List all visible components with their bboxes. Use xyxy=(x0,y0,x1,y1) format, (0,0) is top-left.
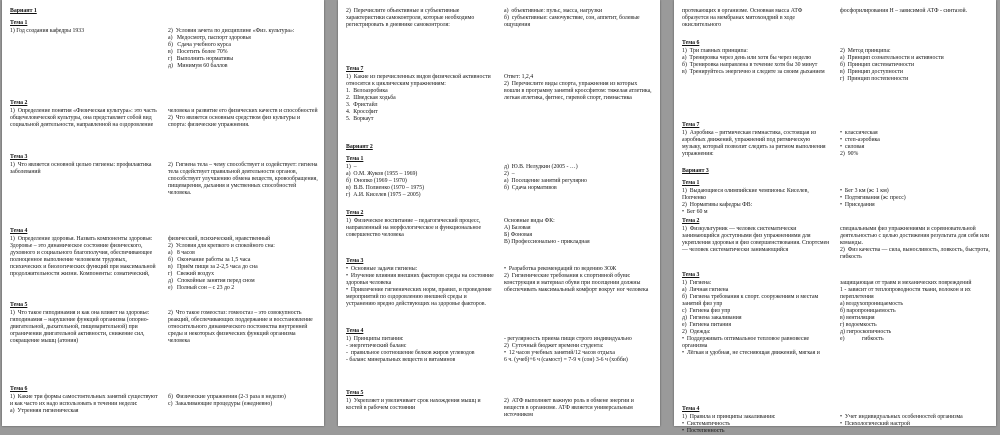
paragraph: - правильное соотношение белков жиров углеводов xyxy=(346,350,475,356)
paragraph: а) объективные: пульс, масса, нагрузки xyxy=(504,8,603,14)
document-page-1 xyxy=(2,0,324,426)
paragraph: в) В.В. Полиенко (1970 – 1975) xyxy=(346,185,425,191)
paragraph: 2) Нормативы кафедры ФВ: xyxy=(682,202,753,208)
paragraph: 1) Три главных принципа: xyxy=(682,48,748,54)
left-column xyxy=(10,310,158,345)
paragraph: в) Приём пищи за 2-2,5 часа до сна xyxy=(168,264,258,270)
document-page-3 xyxy=(674,0,996,434)
paragraph: б) Физические упражнения (2-3 раза в неделю) xyxy=(168,394,286,400)
paragraph: Б) Фоновая xyxy=(504,232,533,238)
paragraph: В) Профессионально - прикладная xyxy=(504,239,590,245)
paragraph: 1) Год создания кафедры 1933 xyxy=(10,28,85,34)
paragraph: • Основные задачи гигиены: xyxy=(346,266,418,272)
section-heading: Тема 1 xyxy=(10,20,28,26)
left-column xyxy=(682,414,830,435)
section-heading: Тема 2 xyxy=(346,210,364,216)
right-column xyxy=(168,310,318,345)
section-heading: Вариант 3 xyxy=(682,168,709,174)
paragraph: 2) Одежда: xyxy=(682,329,711,335)
paragraph: в) Посетить более 70% xyxy=(168,49,228,55)
left-column xyxy=(346,218,494,239)
paragraph: • 12 часов учебных занятий/12 часов отдыха xyxy=(504,350,615,356)
paragraph: 1) Физическое воспитание – педагогический процесс, направленный на морфологическое и функциональное совершенство человека xyxy=(346,218,483,238)
section-heading: Вариант 2 xyxy=(346,144,373,150)
paragraph: • Систематичность xyxy=(682,421,731,427)
paragraph: специальными физ упражнениями и соревновательной деятельностью с целью достижения результата для себя или команды. xyxy=(840,226,991,246)
paragraph: физический, психический, нравственный xyxy=(168,236,271,242)
paragraph: д) Гигиена закаливания xyxy=(682,315,742,321)
paragraph: • Приседания xyxy=(840,202,875,208)
paragraph: 2. Шведская ходьба xyxy=(346,95,396,101)
section-heading: Тема 5 xyxy=(346,390,364,396)
paragraph: б) Сдача учебного курса xyxy=(168,42,231,48)
section-heading: Тема 3 xyxy=(10,154,28,160)
right-column xyxy=(504,266,654,294)
paragraph: а) Утренняя гигиеническая xyxy=(10,408,79,414)
right-column xyxy=(840,280,990,343)
paragraph: а) О.М. Жуков (1955 – 1969) xyxy=(346,171,418,177)
page-content xyxy=(10,6,318,426)
paragraph: 1) Выдающиеся олимпийские чемпионы: Киселев, Попченко xyxy=(682,188,811,201)
paragraph: а) 8 часов xyxy=(168,250,195,256)
section-heading: Тема 7 xyxy=(346,66,364,72)
paragraph: • Постепенность xyxy=(682,428,725,434)
section-heading: Вариант 1 xyxy=(10,8,37,14)
right-column xyxy=(504,74,654,102)
page-content xyxy=(682,6,992,434)
paragraph: 1) Правила и принципы закаливания: xyxy=(682,414,776,420)
paragraph: 1) Что такое гиподинамия и как она влияет на здоровье: гиподинамия – нарушение функций организма (опорно-двигательной, дыхательной, пищеварительной) при ограничении двигательной активности, снижение сил, сокращение мышц (атония) xyxy=(10,310,151,344)
right-column xyxy=(504,8,654,29)
paragraph: 1) Физкультурник — человек систематически занимающийся доступными физ упражнениями для укрепления здоровья и физ совершенствования. Спортсмен — человек систематически занимающийся xyxy=(682,226,831,253)
paragraph: б) Гигиена требования к спорт. сооружениям и местам занятий физ упр xyxy=(682,294,820,307)
section-heading: Тема 4 xyxy=(346,328,364,334)
paragraph: • Психологический настрой xyxy=(840,421,910,427)
paragraph: • Привлечение гигиенических норм, правил, и проведение мероприятий по оздоровлению внешней среды и устранению вредно действующих на здоровье факторов. xyxy=(346,287,494,307)
section-heading: Тема 2 xyxy=(682,218,700,224)
paragraph: с) Гигиена физ упр xyxy=(682,308,731,314)
paragraph: • Бег 60 м xyxy=(682,209,708,215)
paragraph: 1) Какие три формы самостоятельных занятий существуют и как часто их надо использовать в течении недели: xyxy=(10,394,160,407)
paragraph: д) гигроскопичность xyxy=(840,329,892,335)
section-heading: Тема 7 xyxy=(682,122,700,128)
paragraph: д) Спокойные занятия перед сном xyxy=(168,278,255,284)
paragraph: е) Гигиена питания xyxy=(682,322,732,328)
paragraph: 1) Укрепляет и увеличивает срок нахождения мышц и костей в рабочем состоянии xyxy=(346,398,483,411)
paragraph: б) Онопко (1969 – 1970) xyxy=(346,178,407,184)
paragraph: с) Закаливающие процедуры (ежедневно) xyxy=(168,401,273,407)
paragraph: а) Принцип сознательности и активности xyxy=(840,55,944,61)
right-column xyxy=(504,398,654,419)
paragraph: протекающих в организме. Основная масса АТФ образуется на мембранах митохондрий в ходе окислительного xyxy=(682,8,804,28)
paragraph: Основные виды ФК: xyxy=(504,218,555,224)
left-column xyxy=(10,394,158,415)
paragraph: е) гибкость xyxy=(840,336,884,342)
section-heading: Тема 3 xyxy=(682,272,700,278)
paragraph: 6 ч. (учеб)+6 ч (самост) = 7-9 ч (сон) 3-6 ч (хобби) xyxy=(504,357,628,363)
paragraph: 2) – xyxy=(504,171,515,177)
paragraph: защищающая от травм и механических повреждений xyxy=(840,280,972,286)
paragraph: фосфорилирования Н – зависимой АТФ - синтазой. xyxy=(840,8,968,14)
paragraph: 2) АТФ выполняет важную роль в обмене энергии и веществ в организме. АТФ является универсальным источником xyxy=(504,398,636,418)
paragraph: • Бег 3 км (ж: 1 км) xyxy=(840,188,889,194)
paragraph: • силовая xyxy=(840,144,865,150)
paragraph: 2) 90% xyxy=(840,151,859,157)
paragraph: А) Базовая xyxy=(504,225,531,231)
paragraph: 1) – xyxy=(346,164,357,170)
document-page-2 xyxy=(338,0,660,426)
section-heading: Тема 1 xyxy=(682,180,700,186)
paragraph: 1) Что является основной целью гигиены: профилактика заболеваний xyxy=(10,162,153,175)
paragraph: • Разработка рекомендаций по ведению ЗОЖ xyxy=(504,266,617,272)
right-column xyxy=(840,8,990,15)
paragraph: 1) Гигиена: xyxy=(682,280,712,286)
section-heading: Тема 3 xyxy=(346,258,364,264)
paragraph: • Учет индивидуальных особенностей организма xyxy=(840,414,963,420)
right-column xyxy=(168,394,318,408)
right-column xyxy=(840,48,990,83)
right-column xyxy=(504,336,654,364)
paragraph: • Изучение влияния внешних факторов среды на состояние здоровья человека xyxy=(346,273,496,286)
right-column xyxy=(168,108,318,129)
left-column xyxy=(682,130,830,158)
page-content xyxy=(346,6,654,426)
paragraph: в) Тренируйтесь энергично и следите за своим дыханием xyxy=(682,69,825,75)
paragraph: б) Сдача нормативов xyxy=(504,185,557,191)
paragraph: в) вентиляция xyxy=(840,315,875,321)
paragraph: б) Тренировка направлена в течение хотя бы 30 минут xyxy=(682,62,818,68)
paragraph: г) Свежий воздух xyxy=(168,271,214,277)
left-column xyxy=(10,28,158,35)
paragraph: 2) Суточный бюджет времени студента: xyxy=(504,343,604,349)
paragraph: • Подтягивания (ж: пресс) xyxy=(840,195,906,201)
paragraph: г) водоемкость xyxy=(840,322,877,328)
section-heading: Тема 4 xyxy=(682,406,700,412)
left-column xyxy=(346,164,494,199)
paragraph: е) Полный сон – с 23 до 2 xyxy=(168,285,235,291)
paragraph: 1) Какие из перечисленных видов физической активности относятся к циклическим упражнениям: xyxy=(346,74,493,87)
paragraph: - энергетический баланс xyxy=(346,343,407,349)
left-column xyxy=(682,48,830,76)
right-column xyxy=(504,164,654,192)
paragraph: • классическая xyxy=(840,130,878,136)
paragraph: - баланс минеральных веществ и витаминов xyxy=(346,357,456,363)
paragraph: человека и развитие его физических качеств и способностей xyxy=(168,108,318,114)
section-heading: Тема 2 xyxy=(10,100,28,106)
paragraph: а) Посещение занятий регулярно xyxy=(504,178,587,184)
right-column xyxy=(840,130,990,158)
paragraph: а) Тренировка через день или хотя бы через неделю xyxy=(682,55,812,61)
left-column xyxy=(346,74,494,123)
paragraph: 1) Определение здоровья. Назвать компоненты здоровья: Здоровье – это динамическое состояние физического, духовного и социального благополучия, обеспечивающее полноценное выполнение человеком трудовых, психических и биологических функций при максимальной продолжительности жизни. Компоненты: соматический, xyxy=(10,236,158,277)
paragraph: 2) Гигиена тела – чему способствует и содействует: гигиена тела содействует правильной деятельности органов, способствует улучшению обмена веществ, кровообращения, пищеварения, дыхания и умственных способностей человека. xyxy=(168,162,320,196)
left-column xyxy=(682,188,830,216)
paragraph: 2) Метод принципа: xyxy=(840,48,891,54)
paragraph: г) Выполнить нормативы xyxy=(168,56,234,62)
paragraph: 2) Что является основным средством физ культуры и спорта: физические упражнения. xyxy=(168,115,302,128)
paragraph: 1) Принципы питания: xyxy=(346,336,404,342)
paragraph: 1) Определение понятия «Физическая культура»: это часть общечеловеческой культуры, она представляет собой вид социальной деятельности, направленной на оздоровление xyxy=(10,108,159,128)
right-column xyxy=(504,218,654,246)
left-column xyxy=(682,280,830,357)
paragraph: - регулярность приема пищи строго индивидуально xyxy=(504,336,632,342)
paragraph: д) Ю.В. Нелудкин (2005 - …) xyxy=(504,164,578,170)
left-column xyxy=(682,8,830,29)
section-heading: Тема 6 xyxy=(682,40,700,46)
left-column xyxy=(10,236,158,278)
paragraph: 2) Условия зачета по дисциплине «Физ. культура»: xyxy=(168,28,295,34)
left-column xyxy=(346,8,494,29)
section-heading: Тема 5 xyxy=(10,302,28,308)
paragraph: • Лёгкая и удобная, не стесняющая движений, мягкая и xyxy=(682,350,820,356)
left-column xyxy=(682,226,830,254)
paragraph: г) А.И. Киселев (1975 – 2005) xyxy=(346,192,421,198)
section-heading: Тема 1 xyxy=(346,156,364,162)
paragraph: • степ-аэробика xyxy=(840,137,880,143)
right-column xyxy=(840,188,990,209)
section-heading: Тема 6 xyxy=(10,386,28,392)
right-column xyxy=(840,414,990,428)
paragraph: г) Принцип постепенности xyxy=(840,76,909,82)
left-column xyxy=(346,398,494,412)
paragraph: Ответ: 1,2,4 xyxy=(504,74,534,80)
paragraph: 2) Физ качества — сила, выносливость, ловкость, быстрота, гибкость xyxy=(840,247,992,260)
paragraph: в) Принцип доступности xyxy=(840,69,903,75)
paragraph: 2) Перечислите объективные и субъективные характеристики самоконтроля, которые необходимо регистрировать в дневнике самоконтроля: xyxy=(346,8,476,28)
left-column xyxy=(346,336,494,364)
paragraph: а) воздухопроницаемость xyxy=(840,301,903,307)
paragraph: 1 - зависит от теплопроводности ткани, волокон и их переплетения xyxy=(840,287,973,300)
right-column xyxy=(168,28,318,70)
section-heading: Тема 4 xyxy=(10,228,28,234)
paragraph: 1) Аэробика – ритмическая гимнастика, состоящая из аэробных движений, упражнений под ритмическую музыку, который позволит следить за ритмом выполнения упражнения: xyxy=(682,130,828,157)
paragraph: б) паропроницаемость xyxy=(840,308,896,314)
left-column xyxy=(10,162,158,176)
paragraph: 2) Гигиенические требования к спортивной обуви: конструкция и материал обуви при посещении должны обеспечивать максимальный комфорт вокруг ног человека xyxy=(504,273,649,293)
paragraph: 3. Фристайл xyxy=(346,102,378,108)
paragraph: б) субъективные: самочувствие, сон, аппетит, болевые ощущения xyxy=(504,15,642,28)
right-column xyxy=(168,162,318,197)
paragraph: а) Личная гигиена xyxy=(682,287,729,293)
right-column xyxy=(168,236,318,292)
left-column xyxy=(10,108,158,129)
paragraph: 1. Велоаэробика xyxy=(346,88,388,94)
right-column xyxy=(840,226,990,261)
paragraph: 4. Кроссфит xyxy=(346,109,378,115)
paragraph: д) Минимум 60 баллов xyxy=(168,63,228,69)
paragraph: 2) Условия для крепкого и спокойного сна: xyxy=(168,243,275,249)
paragraph: • Поддерживать оптимальное тепловое равновесие организма xyxy=(682,336,811,349)
paragraph: б) Окончание работы за 1,5 часа xyxy=(168,257,251,263)
left-column xyxy=(346,266,494,308)
paragraph: 2) Что такое гомеостаз: гомеостаз – это совокупность реакций, обеспечивающих поддержание и восстановление относительного динамического постоянства внутренней среды и некоторых физических функций организма человека xyxy=(168,310,315,344)
paragraph: а) Медосмотр, паспорт здоровья xyxy=(168,35,251,41)
paragraph: б) Принцип систематичности xyxy=(840,62,915,68)
paragraph: 5. Воркаут xyxy=(346,116,374,122)
paragraph: 2) Перечислите виды спорта, упражнения из которых вошли в программу занятий кроссфитом: тяжелая атлетика, легкая атлетика, фитнес, гиревой спорт, гимнастика xyxy=(504,81,654,101)
